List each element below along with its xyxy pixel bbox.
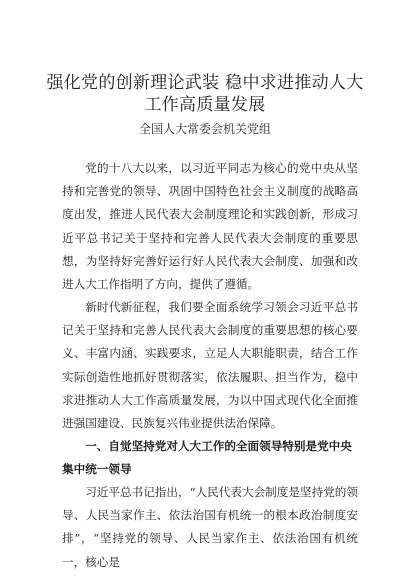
document-title: 强化党的创新理论武装 稳中求进推动人大工作高质量发展 [46,73,364,115]
section-heading-1: 一、自觉坚持党对人大工作的全面领导特别是党中央集中统一领导 [62,439,352,477]
paragraph-section-1: 习近平总书记指出，“人民代表大会制度是坚持党的领导、人民当家作主、依法治国有机统一的根本政治制度安排”，“坚持党的领导、人民当家作主、依法治国有机统一，核心是 [62,485,358,569]
document-author: 全国人大常委会机关党组 [138,122,271,136]
paragraph-intro-2: 新时代新征程，我们要全面系统学习领会习近平总书记关于坚持和完善人民代表大会制度的重要思想的核心要义、丰富内涵、实践要求，立足人大职能职责，结合工作实际创造性地抓好贯彻落实，依法履职、担当作为，稳中求进推动人大工作高质量发展，为以中国式现代化全面推进强国建设、民族复兴伟业提供法治保障。 [62,300,358,431]
paragraph-intro-1: 党的十八大以来，以习近平同志为核心的党中央从坚持和完善党的领导、巩固中国特色社会主义制度的战略高度出发，推进人民代表大会制度理论和实践创新，形成习近平总书记关于坚持和完善人民代表大会制度的重要思想，为坚持好完善好运行好人民代表大会制度、加强和改进人大工作指明了方向，提供了遵循。 [62,161,358,292]
